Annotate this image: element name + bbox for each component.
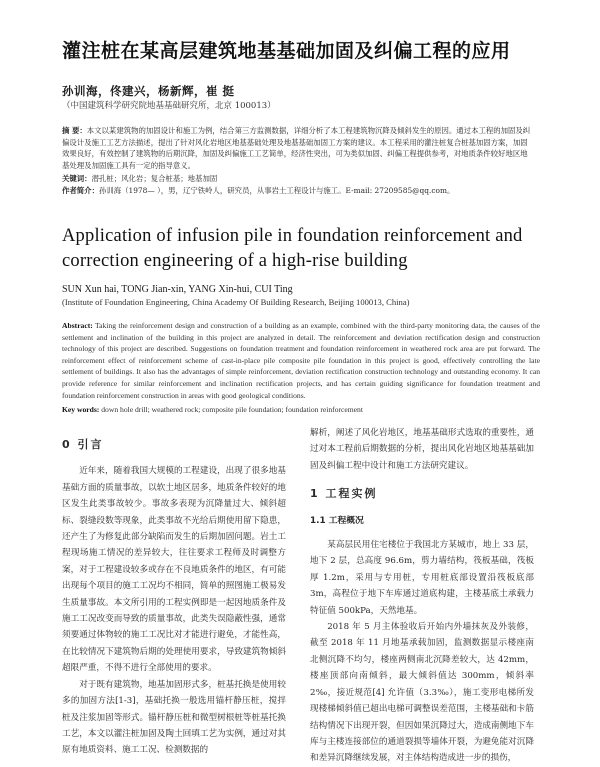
en-keywords-label: Key words: (62, 405, 100, 414)
right-paragraph-2: 某高层民用住宅楼位于我国北方某城市，地上 33 层，地下 2 层，总高度 96.6m，剪力墙结构，筏板基础，筏板厚 1.2m，采用与专用桩，专用桩底部设置沿筏板底部 3m，高程位于地下车库通过道底构建，主楼基底土承载力特征值 500kPa，天然地基。 (310, 540, 534, 616)
en-abstract (62, 320, 540, 401)
cn-author-info-label: 作者简介： (62, 186, 99, 195)
left-column (62, 425, 286, 759)
cn-abstract (62, 125, 532, 171)
en-keywords (62, 405, 540, 414)
right-column (310, 425, 534, 767)
cn-abstract-label: 摘 要： (62, 126, 87, 135)
cn-abstract-text: 本文以某建筑物的加固设计和施工为例，结合第三方监测数据，详细分析了本工程建筑物沉降及倾斜发生的原因。通过本工程的加固及纠偏设计及施工工艺方法描述，提出了针对风化岩地区地基基础处理及地基基础加固工方案的建议。本工程采用的灌注桩复合桩基加固方案，加固效果良好，有效控制了建筑物的后期沉降，加固及纠偏施工工艺简单，经济性突出，可为类似加固、纠偏工程提供参考，对地质条件较好地区地基处理及加固施工具有一定的指导意义。 (62, 126, 531, 170)
section-0-heading: 0 引言 (62, 438, 104, 451)
en-abstract-label: Abstract: (62, 321, 93, 330)
right-paragraph-3: 2018 年 5 月主体验收后开始内外墙抹灰及外装修，截至 2018 年 11 月地基承载加固，监测数据显示楼座南北侧沉降不均匀，楼座两侧南北沉降差较大，达 42mm，楼座顶部向南倾斜，最大倾斜值达 300mm，倾斜率 2‰，接近规范[4] 允许值（3.3‰），施工变形电梯所发现楼梯倾斜值已超出电梯可调整误差范围，主楼基础和卡筋结构情况下出现开裂，但因如果沉降过大，造成南侧地下车库与主楼连接部位的通道裂损等墙体开裂，为避免能对沉降和差异沉降继续发展，对主体结构造成进一步的损伤， (310, 622, 534, 764)
right-paragraph-1: 解析，阐述了风化岩地区，地基基础形式选取的重要性，通过对本工程前后期数据的分析，提出风化岩地区地基基础加固及纠偏工程中设计和施工方法研究建议。 (310, 428, 534, 471)
section-1-heading: 1 工程实例 (310, 487, 378, 501)
cn-keywords-text: 潜孔桩；风化岩；复合桩基；地基加固 (91, 174, 218, 183)
cn-keywords-label: 关键词： (62, 174, 92, 183)
en-abstract-text: Taking the reinforcement design and construction of a building as an example, combined with the third-party monitoring data, the causes of the settlement and inclination of the building in this project are analyzed in detail. The reinforcement and deviation rectification design and construction technology of this project are described. Suggestions on foundation treatment and foundation reinforcement in weathered rock area are put forward. The reinforcement effect of reinforcement scheme of cast-in-place pile composite pile foundation in this project is good, effectively controlling the late settlement of buildings. It also has the advantages of simple reinforcement, deviation rectification construction technology and outstanding economy. It can provide reference for similar reinforcement and inclination rectification projects, and has certain guiding significance for foundation treatment and foundation reinforcement construction in areas with good geological conditions. (62, 321, 541, 400)
cn-keywords (62, 173, 532, 185)
cn-authors: 孙训海，佟建兴，杨新辉，崔 挺 (62, 84, 235, 98)
en-affiliation: (Institute of Foundation Engineering, China Academy Of Building Research, Beijing 100013, China) (62, 297, 410, 307)
left-paragraph-2: 对于既有建筑物，地基加固形式多，桩基托换是使用较多的加固方法[1-3]，基础托换一般选用锚杆静压桩，搅拌桩及注浆加固等形式。锚杆静压桩和微型树根桩等桩基托换工艺，本文以灌注桩加固及陶土回填工艺为实例，通过对其原有地质资料、施工工况、检测数据的 (62, 679, 286, 756)
cn-title: 灌注桩在某高层建筑地基基础加固及纠偏工程的应用 (62, 40, 511, 62)
cn-affiliation: （中国建筑科学研究院地基基础研究所，北京 100013） (62, 101, 276, 111)
en-authors: SUN Xun hai, TONG Jian-xin, YANG Xin-hui, CUI Ting (62, 284, 293, 295)
subsection-1-1-heading: 1.1 工程概况 (310, 515, 364, 526)
left-paragraph-1: 近年来，随着我国大规模的工程建设，出现了很多地基基础方面的质量事故，以软土地区居多，地质条件较好的地区发生此类事故较少。事故多表现为沉降量过大、倾斜超标、裂缝段数等现象，此类事故不光给后期使用留下隐患，还产生了为修复此部分缺陷而发生的后期加固问题。岩土工程现场施工情况的差异较大，往往要求工程师及时调整方案，对于工程建设较多或存在不良地质条件的地区，有可能出现每个项目的施工工况均不相同，简单的照图施工极易发生质量事故。本文所引用的工程实例即是一起因地质条件及施工工况改变而导致的质量事故，此类失误隐蔽性强，通常须要通过体物较的施工工况比对才能进行避免，才能性高，在比较情况下建筑物后期的处理使用要求，导致建筑物倾斜超限严重，不得不进行全部使用的要求。 (62, 466, 286, 674)
cn-author-info (62, 185, 532, 197)
en-keywords-text: down hole drill; weathered rock; composite pile foundation; foundation reinforcement (101, 405, 363, 414)
en-title: Application of infusion pile in foundation reinforcement and correction engineering of a high-rise building (62, 226, 523, 271)
cn-author-info-text: 孙训海（1978— ），男，辽宁铁岭人，研究员，从事岩土工程设计与施工。E-mail: 27209585@qq.com。 (98, 186, 455, 195)
